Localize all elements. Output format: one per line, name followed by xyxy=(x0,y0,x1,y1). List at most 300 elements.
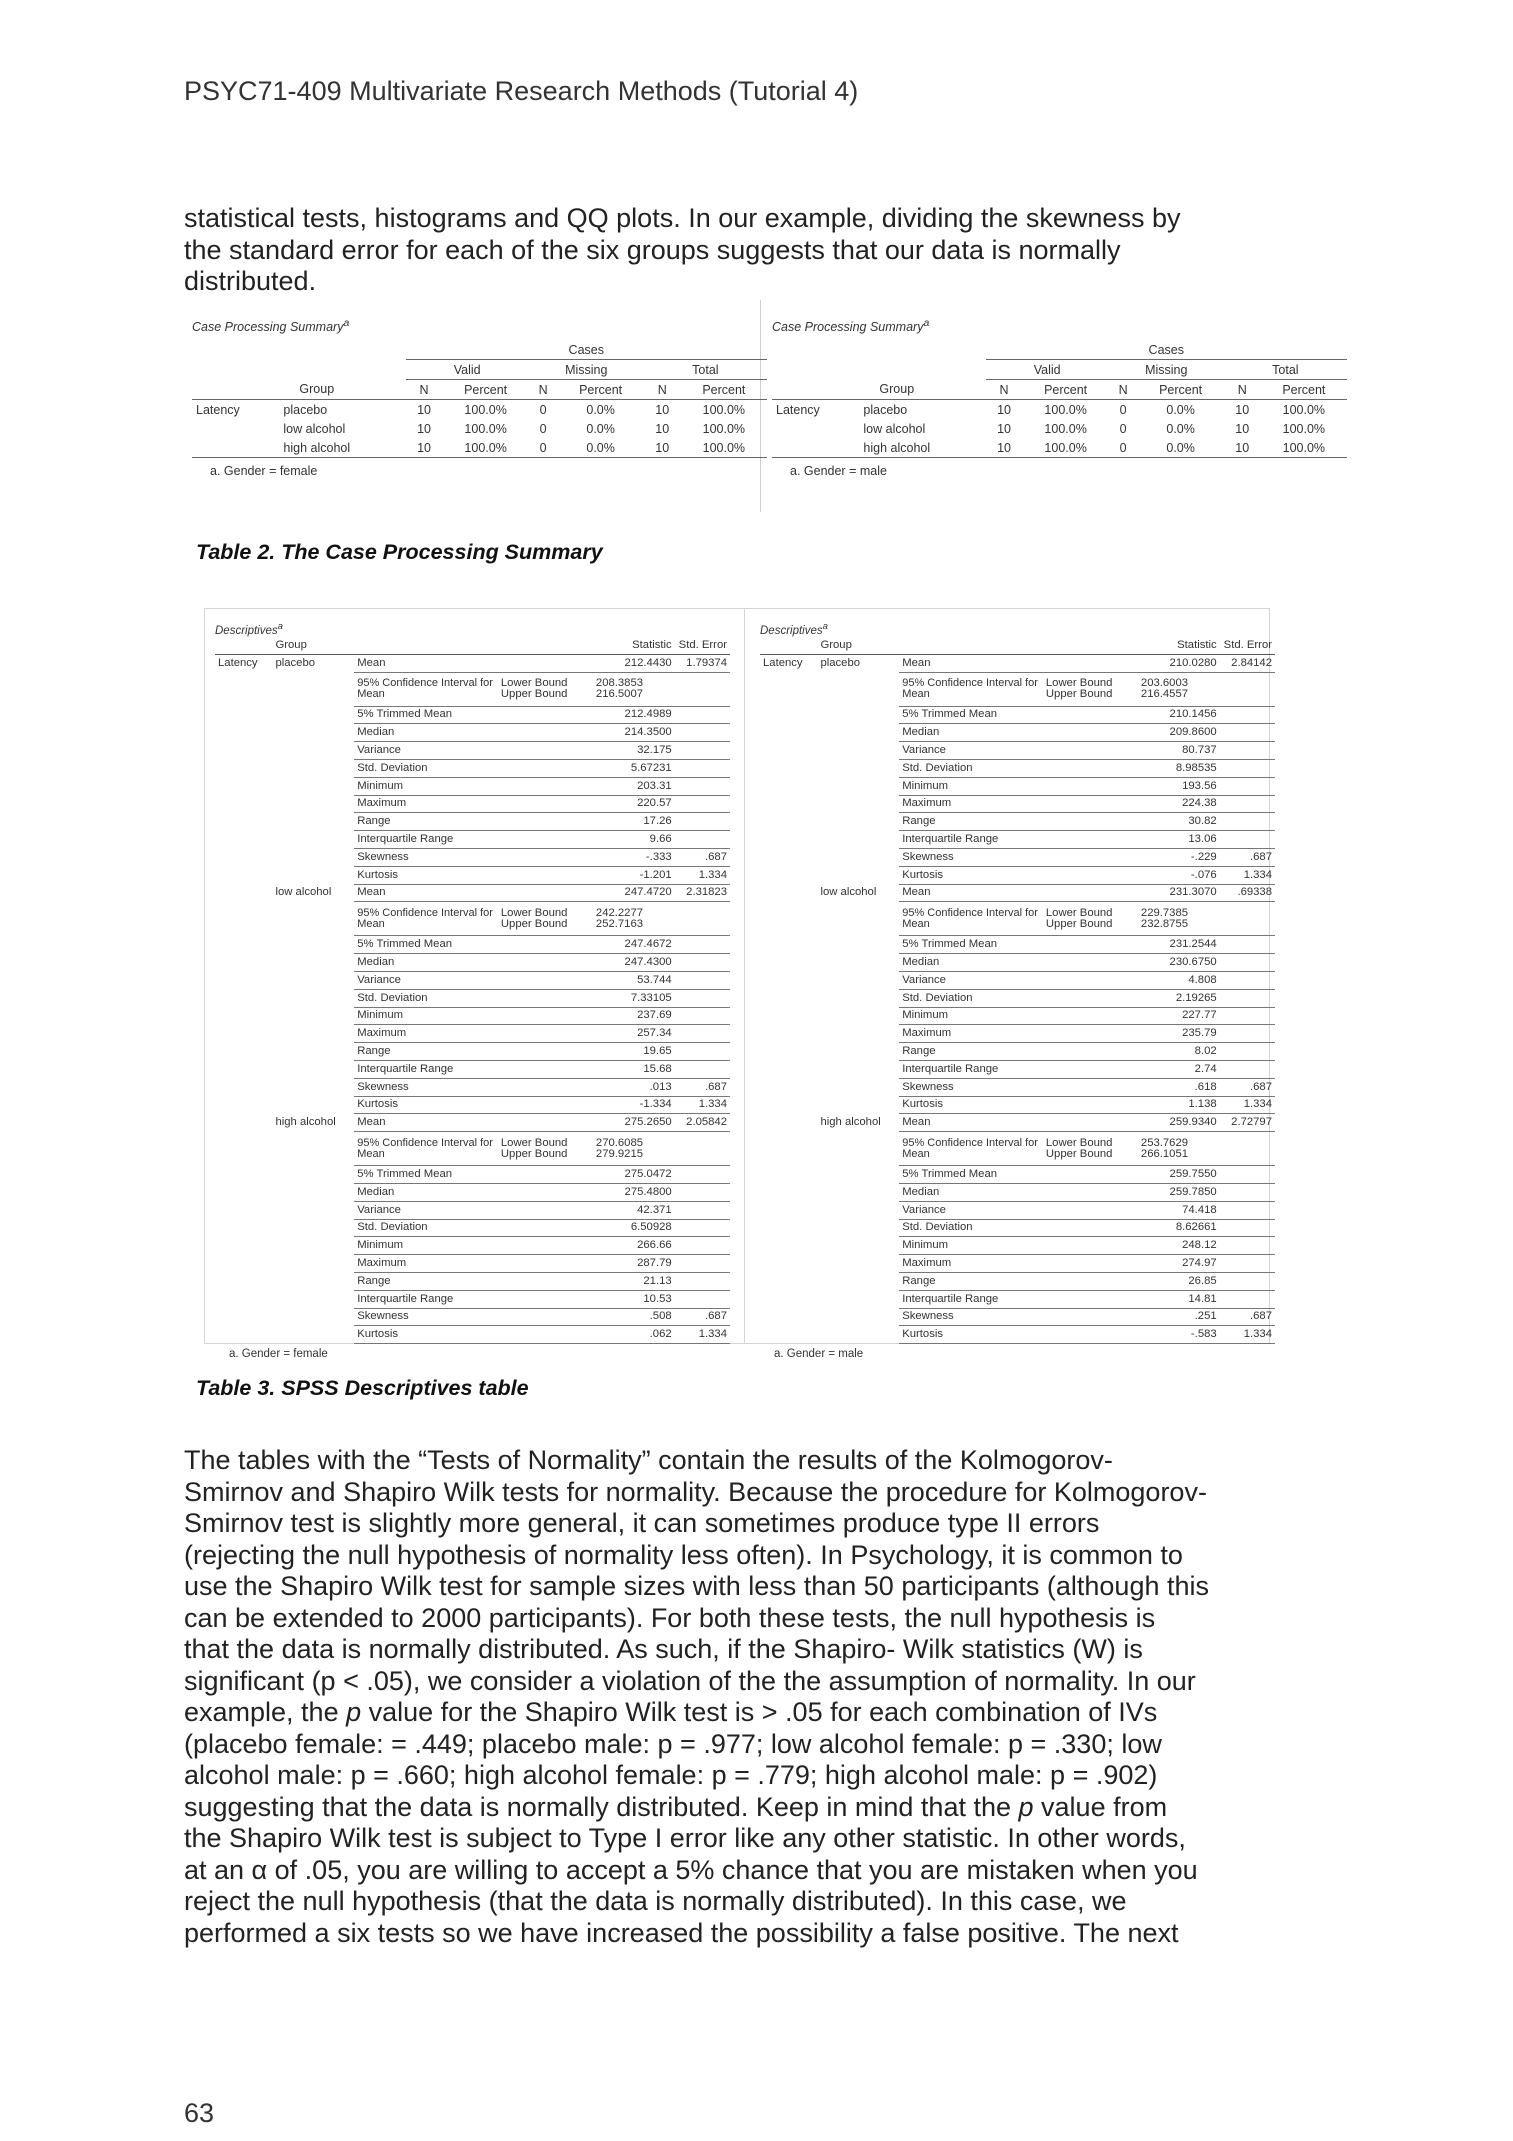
group-cell xyxy=(272,954,354,972)
body-line: (placebo female: = .449; placebo male: p = .977; low alcohol female: p = .330; low xyxy=(184,1728,1162,1759)
col-group-header: Missing xyxy=(529,360,644,380)
stat-value: 14.81 xyxy=(1138,1290,1220,1308)
stat-value: 8.02 xyxy=(1138,1043,1220,1061)
error-value xyxy=(675,1007,730,1025)
stat-label: Median xyxy=(899,724,1138,742)
group-cell xyxy=(817,795,899,813)
stat-value xyxy=(1138,672,1220,706)
error-value xyxy=(675,831,730,849)
stat-label: Skewness xyxy=(899,1078,1138,1096)
stat-value: -.583 xyxy=(1138,1326,1220,1344)
row-label xyxy=(215,1219,272,1237)
row-label xyxy=(760,1290,817,1308)
error-value xyxy=(1220,724,1275,742)
row-label xyxy=(760,848,817,866)
error-value xyxy=(1220,795,1275,813)
stat-row xyxy=(215,1326,730,1344)
n-header: N xyxy=(644,380,681,400)
group-cell xyxy=(817,1096,899,1114)
value-cell: 10 xyxy=(1235,421,1250,436)
italic-p: p xyxy=(346,1697,362,1727)
stat-value: 247.4720 xyxy=(593,884,675,902)
row-label xyxy=(215,936,272,954)
error-value xyxy=(1220,1255,1275,1273)
stat-row xyxy=(215,1007,730,1025)
bound-label xyxy=(498,1132,593,1166)
error-value xyxy=(675,777,730,795)
row-label xyxy=(215,1326,272,1344)
body-line: The tables with the “Tests of Normality” contain the results of the Kolmogorov- xyxy=(184,1445,1113,1475)
cps-table xyxy=(772,340,1347,458)
stat-value xyxy=(593,902,675,936)
stat-row xyxy=(760,1308,1275,1326)
stat-value xyxy=(593,672,675,706)
stat-value: 209.8600 xyxy=(1138,724,1220,742)
page-number: 63 xyxy=(184,2098,215,2128)
value-cell: 100.0% xyxy=(1023,438,1109,458)
group-header: Group xyxy=(272,637,354,654)
stat-row xyxy=(760,706,1275,724)
row-label xyxy=(760,672,817,706)
stat-label: Std. Deviation xyxy=(899,989,1138,1007)
n-header: N xyxy=(986,380,1023,400)
stat-value: 212.4430 xyxy=(593,654,675,672)
stat-label: Range xyxy=(899,1043,1138,1061)
row-label xyxy=(215,1132,272,1166)
bound-label xyxy=(498,672,593,706)
col-group-header: Missing xyxy=(1109,360,1224,380)
group-cell: high alcohol xyxy=(859,438,985,458)
stat-value: -.229 xyxy=(1138,848,1220,866)
table-title: Descriptives$^a$ xyxy=(760,621,828,637)
row-label xyxy=(760,866,817,884)
body-line: example, the p value for the Shapiro Wilk test is > .05 for each combination of IVs xyxy=(184,1697,1158,1727)
descriptives-frame xyxy=(204,608,1272,1361)
group-cell xyxy=(272,1272,354,1290)
value-cell: 0.0% xyxy=(558,438,644,458)
row-label xyxy=(215,759,272,777)
table-footnote: a. Gender = male xyxy=(774,1348,864,1361)
stat-row xyxy=(215,1060,730,1078)
stat-row xyxy=(760,1219,1275,1237)
group-cell xyxy=(272,831,354,849)
stat-row xyxy=(760,759,1275,777)
descriptives-table-male xyxy=(760,621,1275,1360)
body-paragraph xyxy=(184,1445,1334,1949)
stat-label: Variance xyxy=(354,971,593,989)
title-superscript: a xyxy=(923,318,930,329)
error-value xyxy=(675,724,730,742)
group-cell xyxy=(272,724,354,742)
row-label xyxy=(760,777,817,795)
italic-p: p xyxy=(1018,1791,1034,1822)
table-row xyxy=(772,438,1347,458)
stat-value: 212.4989 xyxy=(593,706,675,724)
stat-value: 30.82 xyxy=(1138,813,1220,831)
header-row xyxy=(760,637,1275,654)
stat-label: Range xyxy=(899,1272,1138,1290)
group-cell xyxy=(817,1237,899,1255)
stat-label: Variance xyxy=(899,1201,1138,1219)
error-value xyxy=(1220,1132,1275,1166)
group-cell: low alcohol xyxy=(820,886,877,899)
stat-label: Skewness xyxy=(899,1308,1138,1326)
header-row xyxy=(772,340,1347,360)
error-value: 1.79374 xyxy=(675,654,730,672)
group-cell: high alcohol xyxy=(279,438,405,458)
error-value: .69338 xyxy=(1220,884,1275,902)
upper-bound-label: Upper Bound xyxy=(1045,1147,1113,1160)
stat-row xyxy=(215,813,730,831)
error-value xyxy=(1220,1237,1275,1255)
header-row xyxy=(192,380,767,400)
lower-bound-value: 229.7385 xyxy=(1140,906,1189,919)
error-header: Std. Error xyxy=(675,637,730,654)
row-label xyxy=(215,813,272,831)
stat-label: Interquartile Range xyxy=(899,831,1138,849)
blank-cell xyxy=(192,380,279,400)
stat-label: Mean xyxy=(899,654,1138,672)
group-cell xyxy=(817,1290,899,1308)
stat-value: 2.74 xyxy=(1138,1060,1220,1078)
error-value xyxy=(1220,971,1275,989)
group-cell xyxy=(272,1007,354,1025)
percent-header: Percent xyxy=(443,380,529,400)
row-label xyxy=(215,866,272,884)
table-footnote: a. Gender = female xyxy=(229,1348,328,1361)
row-label xyxy=(760,742,817,760)
error-value: .687 xyxy=(675,1078,730,1096)
stat-label: 5% Trimmed Mean xyxy=(354,1166,593,1184)
group-cell xyxy=(817,936,899,954)
row-label xyxy=(760,884,817,902)
row-label xyxy=(215,1237,272,1255)
row-label xyxy=(215,1025,272,1043)
body-line: significant (p < .05), we consider a violation of the the assumption of normality. In our xyxy=(184,1665,1196,1696)
value-cell: 0.0% xyxy=(586,402,615,417)
row-label xyxy=(215,1272,272,1290)
row-label xyxy=(760,1308,817,1326)
value-cell: 100.0% xyxy=(702,402,746,417)
row-label: Latency xyxy=(763,656,803,669)
body-line: reject the null hypothesis (that the data is normally distributed). In this case, we xyxy=(184,1886,1127,1916)
stat-row xyxy=(215,672,730,706)
group-cell xyxy=(817,1043,899,1061)
statistic-header: Statistic xyxy=(593,637,675,654)
group-cell xyxy=(817,724,899,742)
row-label xyxy=(215,989,272,1007)
stat-row xyxy=(215,866,730,884)
error-value xyxy=(1220,1166,1275,1184)
group-cell xyxy=(817,777,899,795)
group-cell xyxy=(817,902,899,936)
error-value xyxy=(1220,706,1275,724)
stat-label: 95% Confidence Interval for Mean xyxy=(899,1132,1043,1166)
row-label xyxy=(215,777,272,795)
group-cell xyxy=(817,971,899,989)
stat-label: Minimum xyxy=(354,1007,593,1025)
descriptives-table-female xyxy=(215,621,730,1360)
stat-label: Skewness xyxy=(354,848,593,866)
stat-label: Kurtosis xyxy=(354,866,593,884)
error-value: 1.334 xyxy=(1220,1096,1275,1114)
row-label xyxy=(760,954,817,972)
group-cell xyxy=(272,971,354,989)
stat-value: 275.2650 xyxy=(593,1114,675,1132)
lower-bound-label: Lower Bound xyxy=(500,1136,568,1149)
error-value xyxy=(675,1166,730,1184)
blank-cell xyxy=(899,637,1043,654)
stat-row xyxy=(215,1237,730,1255)
stat-value: 247.4300 xyxy=(593,954,675,972)
stat-row xyxy=(760,1114,1275,1132)
group-cell xyxy=(272,1183,354,1201)
stat-label: Range xyxy=(899,813,1138,831)
stat-label: Median xyxy=(354,1183,593,1201)
error-value xyxy=(1220,954,1275,972)
stat-value: 274.97 xyxy=(1138,1255,1220,1273)
row-label xyxy=(215,884,272,902)
stat-value: 5.67231 xyxy=(593,759,675,777)
stat-label: Std. Deviation xyxy=(899,759,1138,777)
stat-value: 10.53 xyxy=(593,1290,675,1308)
row-label xyxy=(760,902,817,936)
row-label xyxy=(760,1326,817,1344)
row-label xyxy=(760,1219,817,1237)
stat-label: 95% Confidence Interval for Mean xyxy=(354,902,498,936)
group-cell xyxy=(817,1025,899,1043)
error-value xyxy=(1220,936,1275,954)
error-value: 1.334 xyxy=(675,866,730,884)
blank-cell xyxy=(192,360,279,380)
error-value xyxy=(675,1237,730,1255)
title-superscript: a xyxy=(277,621,283,632)
stat-label: Kurtosis xyxy=(899,866,1138,884)
blank-cell xyxy=(192,340,279,360)
row-label xyxy=(772,438,859,458)
cps-table xyxy=(192,340,767,458)
stat-value: 248.12 xyxy=(1138,1237,1220,1255)
value-cell: 0 xyxy=(539,402,547,417)
stat-label: 95% Confidence Interval for Mean xyxy=(354,1132,498,1166)
stat-label: Variance xyxy=(899,971,1138,989)
table-footnote: a. Gender = female xyxy=(210,464,318,479)
group-cell: placebo xyxy=(820,656,861,669)
value-cell: 10 xyxy=(997,402,1011,417)
lower-bound-label: Lower Bound xyxy=(1045,677,1113,690)
col-group-header: Total xyxy=(1224,360,1347,380)
upper-bound-label: Upper Bound xyxy=(500,917,568,930)
stat-value: 74.418 xyxy=(1138,1201,1220,1219)
stat-row xyxy=(760,1043,1275,1061)
value-cell: 10 xyxy=(1224,438,1261,458)
stat-value: 247.4672 xyxy=(593,936,675,954)
value-cell: 0 xyxy=(1119,421,1127,436)
error-value xyxy=(1220,1007,1275,1025)
row-label: Latency xyxy=(218,656,258,669)
blank-cell xyxy=(772,380,859,400)
row-label xyxy=(215,848,272,866)
stat-row xyxy=(215,884,730,902)
value-cell: 10 xyxy=(655,402,670,417)
row-label xyxy=(760,1043,817,1061)
row-label xyxy=(760,831,817,849)
group-header: Group xyxy=(859,380,985,400)
stat-label: Variance xyxy=(899,742,1138,760)
table-2-caption: Table 2. The Case Processing Summary xyxy=(196,540,603,564)
stat-row xyxy=(215,1043,730,1061)
percent-header: Percent xyxy=(1023,380,1109,400)
bound-label xyxy=(498,902,593,936)
stat-row xyxy=(760,954,1275,972)
group-cell xyxy=(817,1255,899,1273)
stat-row xyxy=(760,742,1275,760)
stat-label: Std. Deviation xyxy=(354,1219,593,1237)
stat-row xyxy=(760,831,1275,849)
value-cell: 10 xyxy=(997,421,1011,436)
stat-value: 259.7850 xyxy=(1138,1183,1220,1201)
page-header: PSYC71-409 Multivariate Research Methods (Tutorial 4) xyxy=(184,76,859,106)
row-label xyxy=(760,1255,817,1273)
blank-cell xyxy=(279,340,405,360)
header-row xyxy=(192,360,767,380)
group-cell xyxy=(817,1078,899,1096)
lower-bound-value: 203.6003 xyxy=(1140,677,1189,690)
group-cell xyxy=(817,1272,899,1290)
group-cell: low alcohol xyxy=(275,886,332,899)
error-header: Std. Error xyxy=(1220,637,1275,654)
stat-label: Maximum xyxy=(354,795,593,813)
body-line: at an α of .05, you are willing to accept a 5% chance that you are mistaken when you xyxy=(184,1854,1198,1885)
row-label xyxy=(215,831,272,849)
row-label xyxy=(215,1255,272,1273)
row-label xyxy=(760,759,817,777)
group-cell xyxy=(272,989,354,1007)
row-label xyxy=(215,706,272,724)
stat-row xyxy=(215,654,730,672)
error-value: 2.31823 xyxy=(675,884,730,902)
lower-bound-value: 242.2277 xyxy=(595,906,644,919)
stat-value: 210.1456 xyxy=(1138,706,1220,724)
stat-label: Maximum xyxy=(899,1255,1138,1273)
error-value xyxy=(675,706,730,724)
value-cell: 100.0% xyxy=(1282,421,1326,436)
stat-row xyxy=(215,971,730,989)
stat-value: 220.57 xyxy=(593,795,675,813)
stat-label: Interquartile Range xyxy=(899,1290,1138,1308)
stat-row xyxy=(760,1007,1275,1025)
stat-row xyxy=(760,1326,1275,1344)
group-cell xyxy=(272,777,354,795)
group-cell xyxy=(817,1132,899,1166)
error-value xyxy=(675,1255,730,1273)
row-label xyxy=(760,1078,817,1096)
stat-row xyxy=(760,795,1275,813)
stat-label: 95% Confidence Interval for Mean xyxy=(354,672,498,706)
table-row xyxy=(772,400,1347,420)
stat-value: .251 xyxy=(1138,1308,1220,1326)
error-value: .687 xyxy=(675,1308,730,1326)
error-value xyxy=(675,672,730,706)
cases-header: Cases xyxy=(406,340,767,360)
row-label xyxy=(215,795,272,813)
error-value xyxy=(675,742,730,760)
stat-label: Mean xyxy=(354,654,593,672)
stat-row xyxy=(760,1166,1275,1184)
group-cell xyxy=(272,1025,354,1043)
stat-value: 231.2544 xyxy=(1138,936,1220,954)
stat-label: Variance xyxy=(354,1201,593,1219)
group-cell xyxy=(272,1201,354,1219)
stat-label: Minimum xyxy=(899,777,1138,795)
stat-label: Mean xyxy=(899,1114,1138,1132)
stat-label: Maximum xyxy=(354,1025,593,1043)
stat-row xyxy=(215,1308,730,1326)
stat-label: Range xyxy=(354,1043,593,1061)
lower-bound-value: 270.6085 xyxy=(595,1136,644,1149)
stat-row xyxy=(215,1272,730,1290)
stat-value: 4.808 xyxy=(1138,971,1220,989)
group-header: Group xyxy=(279,380,405,400)
row-label xyxy=(215,1043,272,1061)
error-value xyxy=(675,989,730,1007)
body-line: suggesting that the data is normally distributed. Keep in mind that the p value from xyxy=(184,1791,1168,1822)
value-cell: 0 xyxy=(529,438,558,458)
value-cell: 0 xyxy=(539,421,547,436)
error-value xyxy=(675,1290,730,1308)
header-row xyxy=(215,637,730,654)
group-cell xyxy=(817,1183,899,1201)
row-label xyxy=(215,971,272,989)
stat-value xyxy=(593,1132,675,1166)
stat-row xyxy=(215,1078,730,1096)
stat-value: 6.50928 xyxy=(593,1219,675,1237)
error-value xyxy=(1220,1025,1275,1043)
value-cell: 0.0% xyxy=(1138,438,1224,458)
stat-label: 5% Trimmed Mean xyxy=(354,706,593,724)
error-value xyxy=(675,1043,730,1061)
row-label xyxy=(760,1060,817,1078)
stat-row xyxy=(760,1201,1275,1219)
error-value: 2.72797 xyxy=(1220,1114,1275,1132)
row-label xyxy=(215,1096,272,1114)
row-label xyxy=(215,724,272,742)
blank-cell xyxy=(279,360,405,380)
error-value xyxy=(675,1183,730,1201)
descriptives-divider xyxy=(744,609,745,1343)
value-cell: 0.0% xyxy=(1166,421,1195,436)
group-cell xyxy=(817,706,899,724)
stat-value: 19.65 xyxy=(593,1043,675,1061)
intro-line: statistical tests, histograms and QQ plots. In our example, dividing the skewness by xyxy=(184,203,1181,233)
row-label xyxy=(760,1096,817,1114)
body-line: (rejecting the null hypothesis of normality less often). In Psychology, it is common to xyxy=(184,1539,1183,1570)
group-cell xyxy=(272,866,354,884)
value-cell: 0.0% xyxy=(1166,402,1195,417)
group-cell xyxy=(272,759,354,777)
error-value xyxy=(1220,1272,1275,1290)
stat-row xyxy=(215,831,730,849)
stat-value: .508 xyxy=(593,1308,675,1326)
error-value xyxy=(1220,813,1275,831)
stat-value: 259.9340 xyxy=(1138,1114,1220,1132)
stat-row xyxy=(760,1290,1275,1308)
blank-cell xyxy=(859,360,985,380)
lower-bound-value: 253.7629 xyxy=(1140,1136,1189,1149)
stat-label: Median xyxy=(899,954,1138,972)
stat-value: -.076 xyxy=(1138,866,1220,884)
error-value xyxy=(675,1132,730,1166)
